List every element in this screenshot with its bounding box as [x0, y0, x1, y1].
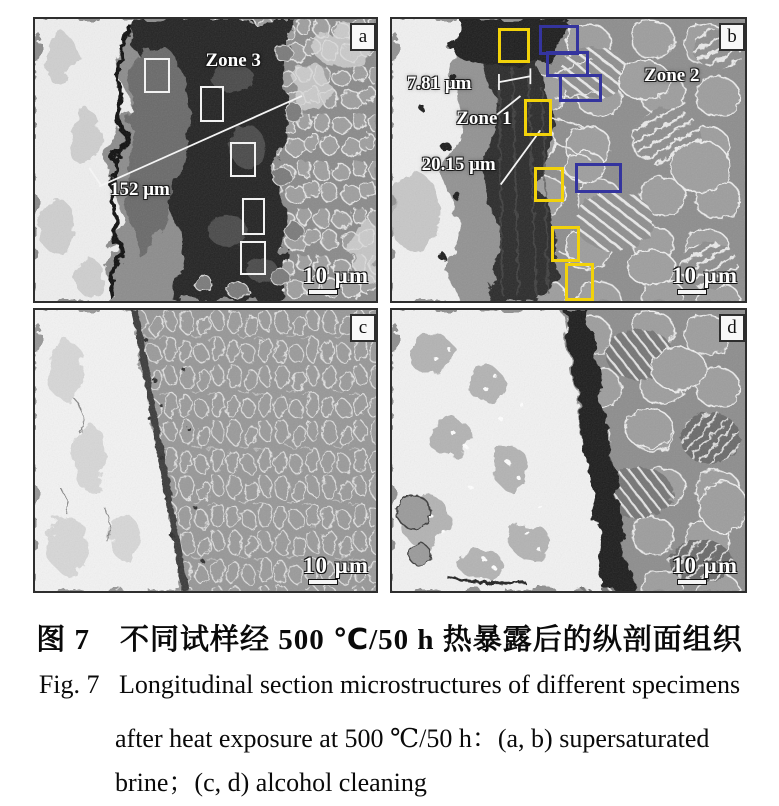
highlight-box-yellow: [534, 167, 564, 203]
highlight-box-blue: [559, 74, 602, 102]
annotation-label-zone-3: Zone 3: [205, 50, 261, 72]
panel-letter-c: c: [350, 314, 376, 342]
micrograph-panel-b: [390, 17, 747, 303]
scale-bar-c: [303, 553, 369, 586]
annotation-label-zone-1: Zone 1: [456, 107, 512, 129]
caption-english-line1: Fig. 7 Longitudinal section microstructures of different specimens: [38, 670, 741, 699]
highlight-box-white: [242, 198, 266, 236]
annotation-layer-d: [392, 310, 745, 591]
annotation-layer-b: [392, 19, 745, 301]
highlight-box-yellow: [498, 28, 530, 64]
highlight-box-blue: [575, 163, 623, 193]
micrograph-panel-a: [33, 17, 378, 303]
caption-english-line2: after heat exposure at 500 ℃/50 h：(a, b) supersaturated: [115, 724, 710, 753]
highlight-box-yellow: [551, 226, 580, 262]
micrograph-panel-c: [33, 308, 378, 593]
scale-bar-b: [672, 263, 738, 296]
scale-label: 10 μm: [672, 553, 738, 578]
highlight-box-white: [240, 241, 267, 275]
panel-letter-d: d: [719, 314, 745, 342]
annotation-label-7-81-m: 7.81 μm: [406, 73, 472, 95]
highlight-box-yellow: [565, 263, 594, 301]
scale-bar-d: [672, 553, 738, 586]
annotation-layer-a: [35, 19, 376, 301]
micrograph-panel-d: [390, 308, 747, 593]
scale-bar-line: [678, 290, 706, 294]
caption-english-line3: brine；(c, d) alcohol cleaning: [115, 768, 427, 797]
panel-letter-b: b: [719, 23, 745, 51]
scale-bar-line: [309, 580, 337, 584]
scale-label: 10 μm: [303, 553, 369, 578]
annotation-label-20-15-m: 20.15 μm: [421, 154, 496, 176]
scale-label: 10 μm: [303, 263, 369, 288]
scale-bar-line: [309, 290, 337, 294]
annotation-label-152-m: 152 μm: [110, 178, 170, 200]
scale-label: 10 μm: [672, 263, 738, 288]
scale-bar-line: [678, 580, 706, 584]
highlight-box-white: [230, 142, 256, 176]
caption-chinese-title: 图 7 不同试样经 500 ℃/50 h 热暴露后的纵剖面组织: [36, 624, 743, 656]
panel-letter-a: a: [350, 23, 376, 51]
annotation-layer-c: [35, 310, 376, 591]
highlight-box-white: [200, 86, 224, 122]
scale-bar-a: [303, 263, 369, 296]
highlight-box-white: [144, 58, 170, 92]
annotation-label-zone-2: Zone 2: [644, 65, 700, 87]
highlight-box-yellow: [524, 99, 552, 137]
